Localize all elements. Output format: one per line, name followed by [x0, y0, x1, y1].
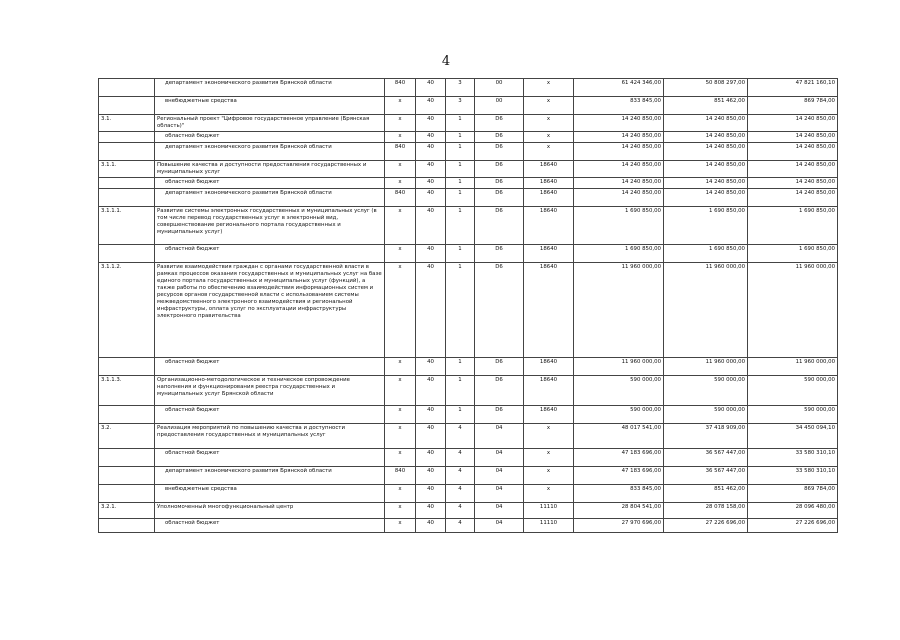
table-row: [99, 467, 838, 485]
subprogram-code-cell: 4: [446, 519, 475, 533]
program-code-cell: 40: [416, 132, 446, 143]
program-code-cell: 40: [416, 115, 446, 132]
table-row: [99, 207, 838, 245]
table-row: [99, 485, 838, 503]
amount-2021-cell: 590 000,00: [574, 406, 664, 424]
row-name-cell: Региональный проект "Цифровое государственное управление (Брянская область)": [155, 115, 385, 132]
program-code-cell: 40: [416, 358, 446, 376]
table-row: [99, 132, 838, 143]
program-code-cell: 40: [416, 503, 446, 519]
row-number-cell: [99, 189, 155, 207]
row-number-cell: [99, 97, 155, 115]
program-code-cell: 40: [416, 143, 446, 161]
row-number-cell: 3.2.: [99, 424, 155, 449]
row-number-cell: 3.1.1.2.: [99, 263, 155, 358]
admin-code-cell: х: [385, 519, 416, 533]
amount-2022-cell: 37 418 909,00: [664, 424, 748, 449]
admin-code-cell: 840: [385, 143, 416, 161]
amount-2022-cell: 11 960 000,00: [664, 263, 748, 358]
program-code-cell: 40: [416, 376, 446, 406]
row-name-cell: внебюджетные средства: [155, 97, 385, 115]
row-number-cell: [99, 449, 155, 467]
program-code-cell: 40: [416, 79, 446, 97]
direction-code-cell: 18640: [524, 245, 574, 263]
direction-code-cell: 18640: [524, 358, 574, 376]
program-code-cell: 40: [416, 485, 446, 503]
amount-2023-cell: 869 784,00: [748, 485, 838, 503]
amount-2021-cell: 47 183 696,00: [574, 467, 664, 485]
amount-2022-cell: 36 567 447,00: [664, 467, 748, 485]
row-name-cell: областной бюджет: [155, 406, 385, 424]
table-row: [99, 519, 838, 533]
amount-2021-cell: 14 240 850,00: [574, 161, 664, 178]
row-number-cell: [99, 519, 155, 533]
admin-code-cell: х: [385, 424, 416, 449]
row-name-cell: областной бюджет: [155, 358, 385, 376]
amount-2022-cell: 14 240 850,00: [664, 178, 748, 189]
amount-2022-cell: 1 690 850,00: [664, 207, 748, 245]
amount-2021-cell: 14 240 850,00: [574, 132, 664, 143]
amount-2021-cell: 11 960 000,00: [574, 263, 664, 358]
admin-code-cell: х: [385, 245, 416, 263]
event-code-cell: D6: [475, 406, 524, 424]
amount-2023-cell: 14 240 850,00: [748, 115, 838, 132]
amount-2023-cell: 11 960 000,00: [748, 358, 838, 376]
direction-code-cell: 18640: [524, 207, 574, 245]
row-number-cell: [99, 178, 155, 189]
event-code-cell: 04: [475, 519, 524, 533]
amount-2021-cell: 61 424 346,00: [574, 79, 664, 97]
amount-2023-cell: 869 784,00: [748, 97, 838, 115]
program-code-cell: 40: [416, 519, 446, 533]
table-row: [99, 115, 838, 132]
direction-code-cell: 18640: [524, 178, 574, 189]
row-number-cell: [99, 79, 155, 97]
amount-2021-cell: 11 960 000,00: [574, 358, 664, 376]
amount-2022-cell: 28 078 158,00: [664, 503, 748, 519]
table-row: [99, 189, 838, 207]
amount-2021-cell: 590 000,00: [574, 376, 664, 406]
event-code-cell: D6: [475, 245, 524, 263]
admin-code-cell: х: [385, 115, 416, 132]
event-code-cell: D6: [475, 178, 524, 189]
table-row: [99, 161, 838, 178]
event-code-cell: 04: [475, 485, 524, 503]
subprogram-code-cell: 4: [446, 503, 475, 519]
amount-2022-cell: 590 000,00: [664, 406, 748, 424]
program-code-cell: 40: [416, 406, 446, 424]
amount-2022-cell: 14 240 850,00: [664, 161, 748, 178]
page-number: 4: [441, 54, 451, 69]
amount-2021-cell: 1 690 850,00: [574, 207, 664, 245]
amount-2021-cell: 28 804 541,00: [574, 503, 664, 519]
table-row: [99, 406, 838, 424]
row-name-cell: Развитие взаимодействия граждан с органами государственной власти в рамках процессов оказания государственных и муниципальных услуг на базе единого портала государственных и муниципальных услуг (функций), а также работы по обеспечению взаимодействия информационных систем и ресурсов органов государственной власти с использованием системы межведомственного электронного взаимодействия и региональной инфраструктуры, оплата услуг по эксплуатации инфраструктуры электронного правительства: [155, 263, 385, 358]
direction-code-cell: 18640: [524, 263, 574, 358]
amount-2022-cell: 1 690 850,00: [664, 245, 748, 263]
amount-2021-cell: 14 240 850,00: [574, 189, 664, 207]
admin-code-cell: х: [385, 485, 416, 503]
amount-2021-cell: 27 970 696,00: [574, 519, 664, 533]
table-row: [99, 449, 838, 467]
admin-code-cell: 840: [385, 467, 416, 485]
row-name-cell: внебюджетные средства: [155, 485, 385, 503]
row-name-cell: Организационно-методологическое и техническое сопровождение наполнения и функционирования реестра государственных и муниципальных услуг Брянской области: [155, 376, 385, 406]
subprogram-code-cell: 1: [446, 178, 475, 189]
amount-2021-cell: 1 690 850,00: [574, 245, 664, 263]
subprogram-code-cell: 1: [446, 161, 475, 178]
admin-code-cell: х: [385, 161, 416, 178]
amount-2023-cell: 14 240 850,00: [748, 161, 838, 178]
amount-2022-cell: 851 462,00: [664, 97, 748, 115]
admin-code-cell: х: [385, 358, 416, 376]
row-name-cell: департамент экономического развития Брянской области: [155, 189, 385, 207]
subprogram-code-cell: 1: [446, 115, 475, 132]
direction-code-cell: 18640: [524, 189, 574, 207]
admin-code-cell: 840: [385, 79, 416, 97]
amount-2022-cell: 14 240 850,00: [664, 189, 748, 207]
subprogram-code-cell: 1: [446, 245, 475, 263]
amount-2023-cell: 28 096 480,00: [748, 503, 838, 519]
admin-code-cell: х: [385, 376, 416, 406]
program-code-cell: 40: [416, 449, 446, 467]
amount-2023-cell: 34 450 094,10: [748, 424, 838, 449]
program-code-cell: 40: [416, 467, 446, 485]
event-code-cell: 04: [475, 467, 524, 485]
amount-2023-cell: 27 226 696,00: [748, 519, 838, 533]
admin-code-cell: 840: [385, 189, 416, 207]
amount-2022-cell: 14 240 850,00: [664, 143, 748, 161]
amount-2023-cell: 14 240 850,00: [748, 178, 838, 189]
subprogram-code-cell: 4: [446, 449, 475, 467]
subprogram-code-cell: 4: [446, 485, 475, 503]
amount-2023-cell: 33 580 310,10: [748, 449, 838, 467]
row-name-cell: Развитие системы электронных государственных и муниципальных услуг (в том числе перевод государственных услуг в электронный вид, совершенствование регионального портала государственных и муниципальных услуг): [155, 207, 385, 245]
amount-2021-cell: 833 845,00: [574, 97, 664, 115]
row-name-cell: Повышение качества и доступности предоставления государственных и муниципальных услуг: [155, 161, 385, 178]
amount-2022-cell: 36 567 447,00: [664, 449, 748, 467]
amount-2023-cell: 33 580 310,10: [748, 467, 838, 485]
event-code-cell: 00: [475, 79, 524, 97]
admin-code-cell: х: [385, 178, 416, 189]
subprogram-code-cell: 1: [446, 143, 475, 161]
amount-2023-cell: 14 240 850,00: [748, 143, 838, 161]
amount-2022-cell: 851 462,00: [664, 485, 748, 503]
amount-2021-cell: 14 240 850,00: [574, 115, 664, 132]
row-name-cell: областной бюджет: [155, 178, 385, 189]
amount-2023-cell: 1 690 850,00: [748, 207, 838, 245]
program-code-cell: 40: [416, 207, 446, 245]
amount-2022-cell: 14 240 850,00: [664, 132, 748, 143]
amount-2021-cell: 14 240 850,00: [574, 178, 664, 189]
amount-2022-cell: 27 226 696,00: [664, 519, 748, 533]
event-code-cell: D6: [475, 263, 524, 358]
row-name-cell: областной бюджет: [155, 245, 385, 263]
row-number-cell: 3.1.1.: [99, 161, 155, 178]
direction-code-cell: 18640: [524, 406, 574, 424]
amount-2023-cell: 590 000,00: [748, 406, 838, 424]
row-number-cell: [99, 132, 155, 143]
direction-code-cell: х: [524, 467, 574, 485]
admin-code-cell: х: [385, 449, 416, 467]
subprogram-code-cell: 4: [446, 467, 475, 485]
row-name-cell: областной бюджет: [155, 449, 385, 467]
subprogram-code-cell: 4: [446, 424, 475, 449]
table-row: [99, 97, 838, 115]
direction-code-cell: х: [524, 485, 574, 503]
direction-code-cell: 11110: [524, 519, 574, 533]
amount-2021-cell: 14 240 850,00: [574, 143, 664, 161]
direction-code-cell: х: [524, 132, 574, 143]
amount-2023-cell: 11 960 000,00: [748, 263, 838, 358]
admin-code-cell: х: [385, 132, 416, 143]
event-code-cell: D6: [475, 358, 524, 376]
table-row: [99, 143, 838, 161]
event-code-cell: 04: [475, 449, 524, 467]
subprogram-code-cell: 1: [446, 406, 475, 424]
direction-code-cell: 18640: [524, 376, 574, 406]
event-code-cell: D6: [475, 189, 524, 207]
event-code-cell: D6: [475, 161, 524, 178]
admin-code-cell: х: [385, 503, 416, 519]
amount-2022-cell: 14 240 850,00: [664, 115, 748, 132]
event-code-cell: 00: [475, 97, 524, 115]
row-number-cell: [99, 358, 155, 376]
table-row: [99, 424, 838, 449]
program-code-cell: 40: [416, 263, 446, 358]
event-code-cell: D6: [475, 207, 524, 245]
subprogram-code-cell: 1: [446, 376, 475, 406]
direction-code-cell: х: [524, 97, 574, 115]
amount-2022-cell: 590 000,00: [664, 376, 748, 406]
admin-code-cell: х: [385, 406, 416, 424]
direction-code-cell: 11110: [524, 503, 574, 519]
event-code-cell: D6: [475, 115, 524, 132]
direction-code-cell: х: [524, 449, 574, 467]
event-code-cell: D6: [475, 132, 524, 143]
direction-code-cell: х: [524, 115, 574, 132]
amount-2022-cell: 11 960 000,00: [664, 358, 748, 376]
amount-2023-cell: 47 821 160,10: [748, 79, 838, 97]
event-code-cell: D6: [475, 376, 524, 406]
row-number-cell: 3.1.1.3.: [99, 376, 155, 406]
subprogram-code-cell: 1: [446, 207, 475, 245]
program-code-cell: 40: [416, 97, 446, 115]
row-number-cell: [99, 467, 155, 485]
row-number-cell: [99, 406, 155, 424]
subprogram-code-cell: 3: [446, 79, 475, 97]
event-code-cell: 04: [475, 424, 524, 449]
subprogram-code-cell: 1: [446, 358, 475, 376]
row-name-cell: областной бюджет: [155, 132, 385, 143]
direction-code-cell: 18640: [524, 161, 574, 178]
table-row: [99, 358, 838, 376]
row-number-cell: [99, 245, 155, 263]
program-code-cell: 40: [416, 178, 446, 189]
amount-2023-cell: 590 000,00: [748, 376, 838, 406]
subprogram-code-cell: 1: [446, 189, 475, 207]
row-name-cell: Уполномоченный многофункциональный центр: [155, 503, 385, 519]
table-body: [99, 79, 838, 533]
table-row: [99, 263, 838, 358]
table-row: [99, 178, 838, 189]
row-name-cell: департамент экономического развития Брянской области: [155, 79, 385, 97]
row-number-cell: 3.1.1.1.: [99, 207, 155, 245]
subprogram-code-cell: 3: [446, 97, 475, 115]
row-number-cell: 3.2.1.: [99, 503, 155, 519]
table-row: [99, 376, 838, 406]
direction-code-cell: х: [524, 143, 574, 161]
amount-2023-cell: 1 690 850,00: [748, 245, 838, 263]
program-code-cell: 40: [416, 189, 446, 207]
admin-code-cell: х: [385, 207, 416, 245]
budget-table: [98, 78, 838, 533]
amount-2021-cell: 47 183 696,00: [574, 449, 664, 467]
event-code-cell: D6: [475, 143, 524, 161]
row-name-cell: Реализация мероприятий по повышению качества и доступности предоставления государственных и муниципальных услуг: [155, 424, 385, 449]
table-row: [99, 245, 838, 263]
row-name-cell: департамент экономического развития Брянской области: [155, 143, 385, 161]
direction-code-cell: х: [524, 79, 574, 97]
row-number-cell: [99, 485, 155, 503]
row-name-cell: департамент экономического развития Брянской области: [155, 467, 385, 485]
row-number-cell: [99, 143, 155, 161]
event-code-cell: 04: [475, 503, 524, 519]
amount-2022-cell: 50 808 297,00: [664, 79, 748, 97]
subprogram-code-cell: 1: [446, 132, 475, 143]
program-code-cell: 40: [416, 424, 446, 449]
row-number-cell: 3.1.: [99, 115, 155, 132]
admin-code-cell: х: [385, 263, 416, 358]
direction-code-cell: х: [524, 424, 574, 449]
table-row: [99, 503, 838, 519]
admin-code-cell: х: [385, 97, 416, 115]
row-name-cell: областной бюджет: [155, 519, 385, 533]
table-row: [99, 79, 838, 97]
amount-2021-cell: 833 845,00: [574, 485, 664, 503]
subprogram-code-cell: 1: [446, 263, 475, 358]
amount-2023-cell: 14 240 850,00: [748, 189, 838, 207]
amount-2021-cell: 48 017 541,00: [574, 424, 664, 449]
program-code-cell: 40: [416, 245, 446, 263]
program-code-cell: 40: [416, 161, 446, 178]
amount-2023-cell: 14 240 850,00: [748, 132, 838, 143]
